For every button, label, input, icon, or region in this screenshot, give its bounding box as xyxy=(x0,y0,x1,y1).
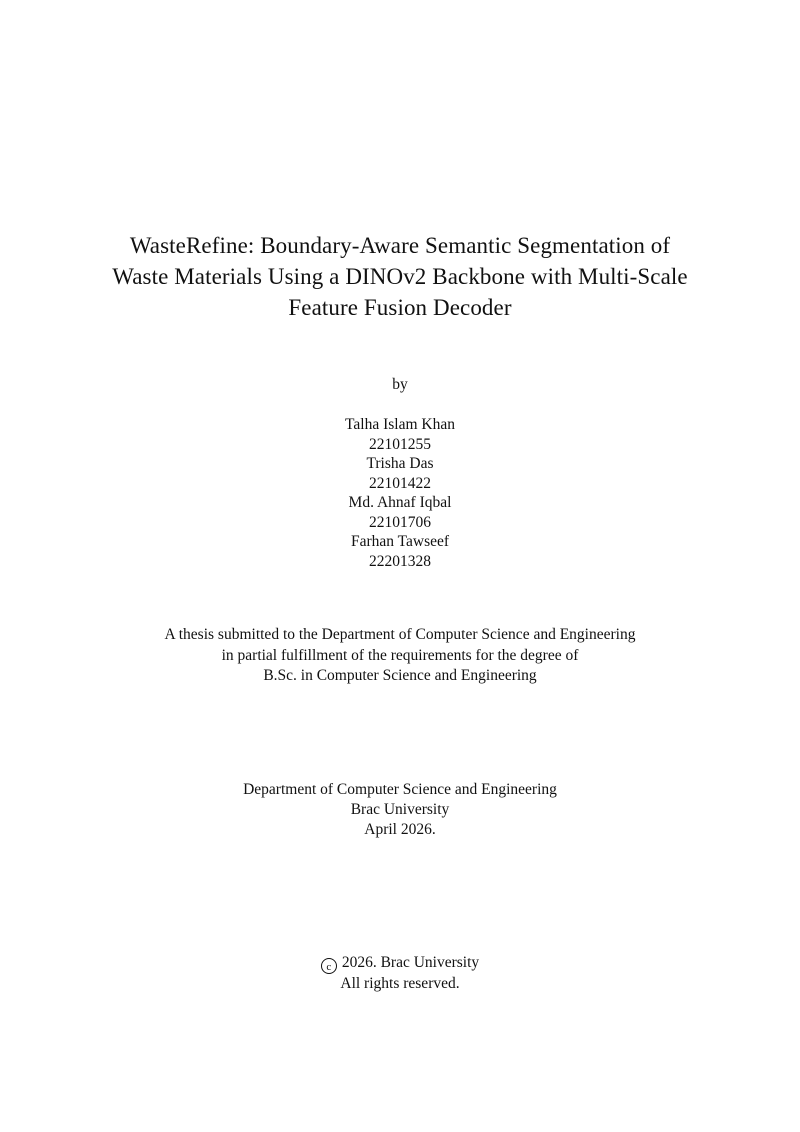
author-id: 22101255 xyxy=(369,435,431,453)
copyright-text: 2026. Brac University xyxy=(341,954,480,971)
title-line: Waste Materials Using a DINOv2 Backbone with Multi-Scale xyxy=(112,264,688,289)
author-id: 22101706 xyxy=(369,513,431,531)
statement-line: A thesis submitted to the Department of Computer Science and Engineering xyxy=(164,626,636,643)
byline xyxy=(0,375,800,395)
author-id: 22101422 xyxy=(369,474,431,492)
degree-statement xyxy=(0,625,800,687)
author-id: 22201328 xyxy=(369,552,431,570)
author-name: Trisha Das xyxy=(366,455,434,472)
rights-reserved: All rights reserved. xyxy=(340,975,460,992)
institution-block xyxy=(0,780,800,840)
statement-line: B.Sc. in Computer Science and Engineering xyxy=(263,667,537,684)
thesis-title xyxy=(0,230,800,323)
title-line: Feature Fusion Decoder xyxy=(288,295,512,320)
author-name: Talha Islam Khan xyxy=(345,416,455,433)
copyright-line xyxy=(0,953,800,974)
department-name: Department of Computer Science and Engineering xyxy=(243,781,557,798)
statement-line: in partial fulfillment of the requirements for the degree of xyxy=(221,646,579,664)
copyright-block xyxy=(0,953,800,994)
university-name: Brac University xyxy=(350,801,450,818)
title-line: WasteRefine: Boundary-Aware Semantic Segmentation of xyxy=(129,233,671,258)
author-name: Md. Ahnaf Iqbal xyxy=(348,494,452,511)
copyright-icon: c xyxy=(321,958,337,974)
submission-date: April 2026. xyxy=(364,821,436,838)
author-list xyxy=(0,415,800,571)
author-name: Farhan Tawseef xyxy=(350,533,450,550)
byline-text: by xyxy=(392,376,408,393)
